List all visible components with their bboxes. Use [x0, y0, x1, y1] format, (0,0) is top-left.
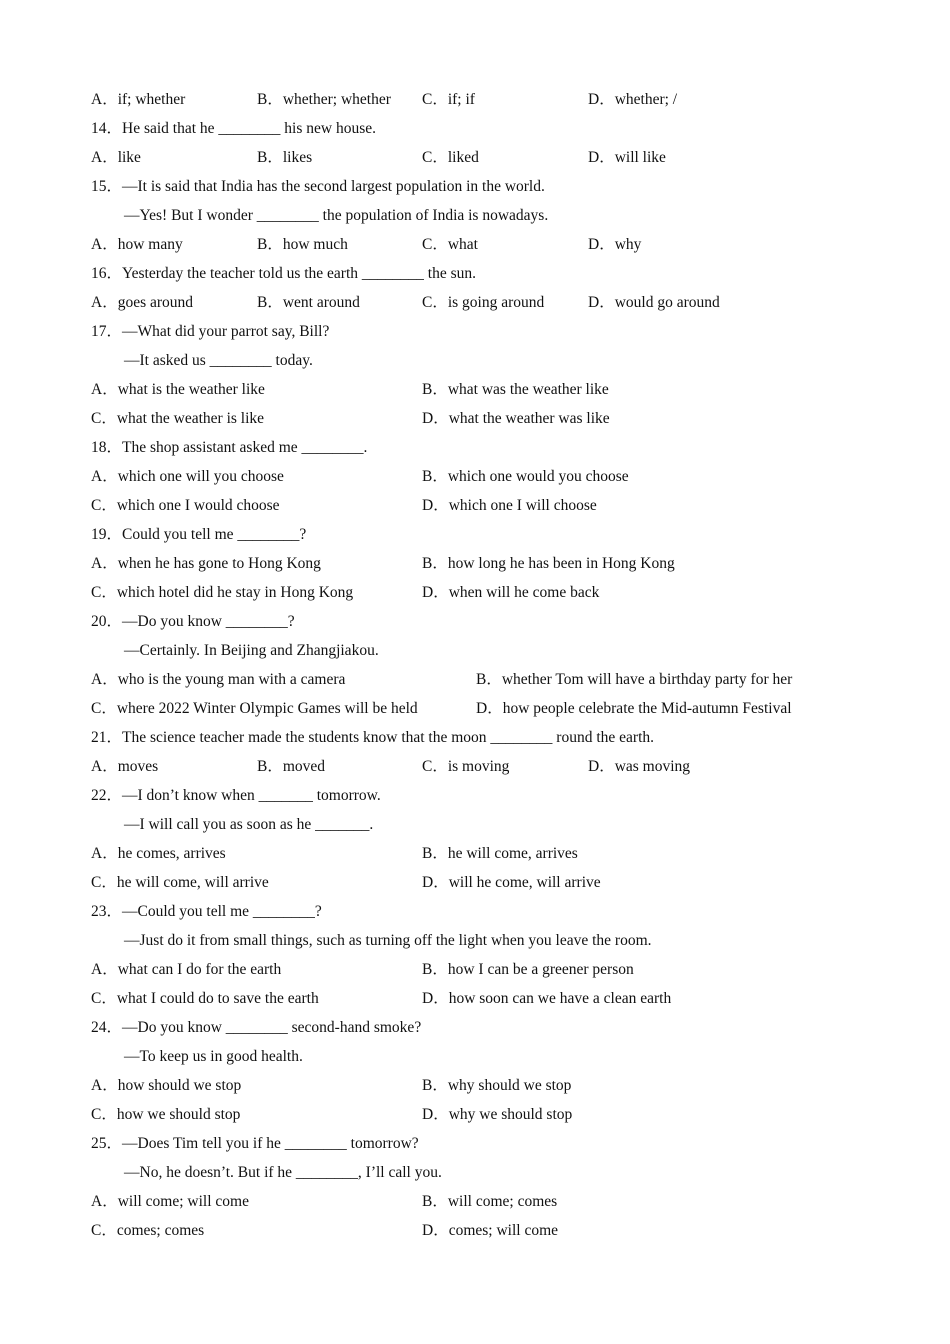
q21-option-d: D．was moving: [588, 758, 691, 775]
q20-options-row1: [91, 669, 793, 691]
q19-options-row1: [91, 553, 675, 575]
q23-option-d: D．how soon can we have a clean earth: [422, 990, 672, 1007]
q14-stem: 14．He said that he ________ his new house.: [91, 120, 376, 137]
q14-option-a: A．like: [91, 149, 141, 166]
q23-options-row1: [91, 959, 634, 981]
q16-option-a: A．goes around: [91, 294, 194, 311]
q13-option-d: D．whether; /: [588, 91, 678, 108]
q15-option-b: B．how much: [257, 236, 348, 253]
q25-option-a: A．will come; will come: [91, 1193, 249, 1210]
q17-stem: 17．—What did your parrot say, Bill?: [91, 323, 330, 340]
q24-reply: —To keep us in good health.: [124, 1048, 303, 1065]
q25-option-c: C．comes; comes: [91, 1222, 205, 1239]
q17-option-c: C．what the weather is like: [91, 410, 265, 427]
q22-option-b: B．he will come, arrives: [422, 845, 578, 862]
q19-stem: 19．Could you tell me ________?: [91, 526, 307, 543]
q22-option-a: A．he comes, arrives: [91, 845, 226, 862]
q14-options: [91, 147, 666, 169]
q15-option-c: C．what: [422, 236, 478, 253]
q19-option-a: A．when he has gone to Hong Kong: [91, 555, 321, 572]
q23-stem: 23．—Could you tell me ________?: [91, 903, 322, 920]
q20-option-b: B．whether Tom will have a birthday party for her: [476, 671, 793, 688]
q25-option-d: D．comes; will come: [422, 1222, 559, 1239]
q20-options-row2: [91, 698, 792, 720]
q22-options-row2: [91, 872, 601, 894]
q16-option-c: C．is going around: [422, 294, 545, 311]
q15-option-d: D．why: [588, 236, 642, 253]
q14-option-d: D．will like: [588, 149, 666, 166]
q20-option-c: C．where 2022 Winter Olympic Games will be held: [91, 700, 418, 717]
q17-option-d: D．what the weather was like: [422, 410, 610, 427]
q24-option-b: B．why should we stop: [422, 1077, 572, 1094]
q21-option-c: C．is moving: [422, 758, 510, 775]
q16-options: [91, 292, 720, 314]
q13-options: [91, 89, 678, 111]
q14-option-b: B．likes: [257, 149, 313, 166]
q22-option-c: C．he will come, will arrive: [91, 874, 269, 891]
q13-option-a: A．if; whether: [91, 91, 186, 108]
q17-option-b: B．what was the weather like: [422, 381, 609, 398]
q25-stem: 25．—Does Tim tell you if he ________ tomorrow?: [91, 1135, 419, 1152]
q16-option-b: B．went around: [257, 294, 360, 311]
q19-option-c: C．which hotel did he stay in Hong Kong: [91, 584, 354, 601]
q22-option-d: D．will he come, will arrive: [422, 874, 601, 891]
q21-options: [91, 756, 691, 778]
q13-option-c: C．if; if: [422, 91, 475, 108]
q23-option-b: B．how I can be a greener person: [422, 961, 634, 978]
q22-options-row1: [91, 843, 578, 865]
q24-option-d: D．why we should stop: [422, 1106, 573, 1123]
q25-options-row2: [91, 1220, 559, 1242]
q21-option-b: B．moved: [257, 758, 326, 775]
q18-options-row1: [91, 466, 629, 488]
q18-options-row2: [91, 495, 597, 517]
q18-option-d: D．which one I will choose: [422, 497, 597, 514]
q15-stem: 15．—It is said that India has the second largest population in the world.: [91, 178, 545, 195]
q15-options: [91, 234, 642, 256]
q18-option-b: B．which one would you choose: [422, 468, 629, 485]
q25-options-row1: [91, 1191, 558, 1213]
q16-option-d: D．would go around: [588, 294, 720, 311]
q24-stem: 24．—Do you know ________ second-hand smoke?: [91, 1019, 422, 1036]
q17-options-row1: [91, 379, 609, 401]
q20-stem: 20．—Do you know ________?: [91, 613, 295, 630]
q22-reply: —I will call you as soon as he _______.: [124, 816, 374, 833]
q24-options-row2: [91, 1104, 573, 1126]
q19-option-d: D．when will he come back: [422, 584, 600, 601]
q18-option-c: C．which one I would choose: [91, 497, 280, 514]
q20-reply: —Certainly. In Beijing and Zhangjiakou.: [124, 642, 379, 659]
q14-option-c: C．liked: [422, 149, 479, 166]
q23-option-c: C．what I could do to save the earth: [91, 990, 319, 1007]
q15-reply: —Yes! But I wonder ________ the population of India is nowadays.: [124, 207, 549, 224]
q19-option-b: B．how long he has been in Hong Kong: [422, 555, 675, 572]
q22-stem: 22．—I don’t know when _______ tomorrow.: [91, 787, 381, 804]
q18-stem: 18．The shop assistant asked me ________.: [91, 439, 368, 456]
q13-option-b: B．whether; whether: [257, 91, 391, 108]
q23-reply: —Just do it from small things, such as turning off the light when you leave the room.: [124, 932, 652, 949]
q17-option-a: A．what is the weather like: [91, 381, 265, 398]
q19-options-row2: [91, 582, 600, 604]
q23-option-a: A．what can I do for the earth: [91, 961, 282, 978]
q17-reply: —It asked us ________ today.: [124, 352, 313, 369]
q15-option-a: A．how many: [91, 236, 183, 253]
q20-option-d: D．how people celebrate the Mid-autumn Festival: [476, 700, 792, 717]
q24-options-row1: [91, 1075, 572, 1097]
q20-option-a: A．who is the young man with a camera: [91, 671, 346, 688]
q24-option-a: A．how should we stop: [91, 1077, 242, 1094]
q25-option-b: B．will come; comes: [422, 1193, 558, 1210]
q24-option-c: C．how we should stop: [91, 1106, 241, 1123]
q25-reply: —No, he doesn’t. But if he ________, I’ll call you.: [124, 1164, 442, 1181]
q16-stem: 16．Yesterday the teacher told us the earth ________ the sun.: [91, 265, 476, 282]
q23-options-row2: [91, 988, 672, 1010]
q21-stem: 21．The science teacher made the students know that the moon ________ round the earth.: [91, 729, 655, 746]
q21-option-a: A．moves: [91, 758, 159, 775]
q18-option-a: A．which one will you choose: [91, 468, 284, 485]
q17-options-row2: [91, 408, 610, 430]
